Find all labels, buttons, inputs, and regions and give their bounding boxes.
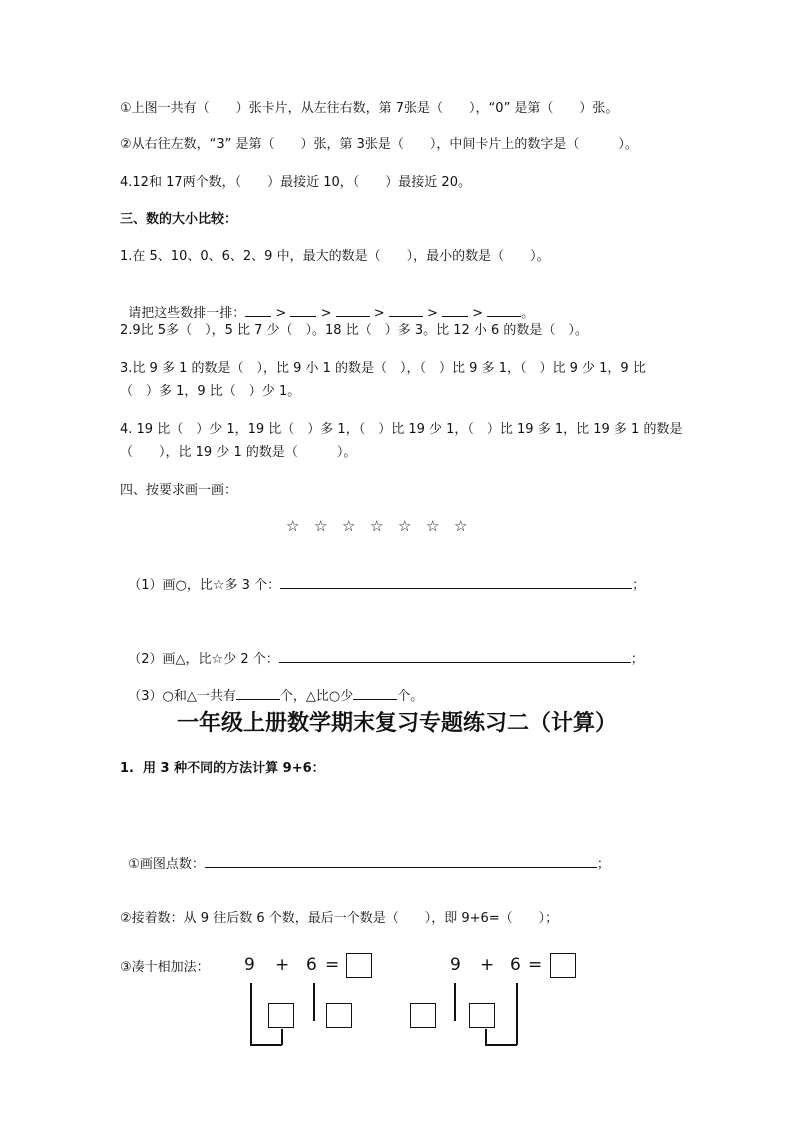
plus-sign: + — [480, 955, 495, 975]
answer-blank[interactable] — [487, 303, 521, 317]
greater-than: > — [426, 306, 438, 321]
connector-line — [454, 983, 456, 1021]
question-line-7: 3.比 9 多 1 的数是（ ），比 9 小 1 的数是（ ），（ ）比 9 多 1，（ ）比 9 少 1，9 比 — [120, 361, 646, 376]
question-line-4: 1.在 5、10、0、6、2、9 中，最大的数是（ ），最小的数是（ ）。 — [120, 249, 550, 264]
question-line-1: ①上图一共有（ ）张卡片，从左往右数，第 7张是（ ），“0” 是第（ ）张。 — [120, 101, 619, 116]
semicolon: ； — [596, 857, 610, 872]
period: 。 — [521, 306, 535, 321]
method-1-label: ①画图点数： — [128, 857, 205, 872]
answer-box[interactable] — [469, 1003, 495, 1028]
draw-task-3 — [120, 668, 423, 706]
draw-task-2 — [120, 631, 644, 669]
draw-task-1 — [120, 557, 645, 595]
question-line-3: 4.12和 17两个数，（ ）最接近 10，（ ）最接近 20。 — [120, 175, 471, 190]
answer-box[interactable] — [326, 1003, 352, 1028]
answer-box[interactable] — [410, 1003, 436, 1028]
star-icon: ☆ — [314, 517, 328, 535]
section-heading-4: 四、按要求画一画： — [120, 483, 238, 498]
star-row — [286, 517, 482, 535]
greater-than: > — [373, 306, 385, 321]
question-line-9: 4. 19 比（ ）少 1，19 比（ ）多 1，（ ）比 19 少 1，（ ）比 19 多 1，比 19 多 1 的数是 — [120, 422, 683, 437]
answer-blank[interactable] — [389, 303, 423, 317]
star-icon: ☆ — [454, 517, 468, 535]
connector-line — [485, 1029, 487, 1045]
calc-question-1: 1. 用 3 种不同的方法计算 9+6： — [120, 761, 325, 776]
connector-line — [250, 1044, 282, 1046]
answer-blank[interactable] — [353, 686, 397, 700]
method-2: ②接着数：从 9 往后数 6 个数，最后一个数是（ ），即 9+6=（ ）； — [120, 911, 559, 926]
question-line-6: 2.9比 5多（ ），5 比 7 少（ ）。18 比（ ）多 3。比 12 小 6 的数是（ ）。 — [120, 323, 588, 338]
connector-line — [313, 983, 315, 1021]
star-icon: ☆ — [426, 517, 440, 535]
answer-box[interactable] — [346, 953, 372, 978]
answer-blank[interactable] — [245, 303, 271, 317]
drawing-line[interactable] — [279, 649, 631, 663]
answer-blank[interactable] — [336, 303, 370, 317]
greater-than: > — [320, 306, 332, 321]
question-line-8: （ ）多 1，9 比（ ）少 1。 — [120, 384, 301, 399]
draw-task-3-label: （3）○和△一共有 — [128, 689, 236, 704]
star-icon: ☆ — [342, 517, 356, 535]
answer-blank[interactable] — [290, 303, 316, 317]
greater-than: > — [472, 306, 484, 321]
star-icon: ☆ — [286, 517, 300, 535]
drawing-line[interactable] — [280, 575, 632, 589]
draw-task-3-mid: 个，△比○少 — [279, 689, 354, 704]
question-line-10: （ ），比 19 少 1 的数是（ ）。 — [120, 445, 357, 460]
equals-sign: = — [528, 955, 543, 975]
plus-sign: + — [275, 955, 290, 975]
equation-1-a: 9 — [244, 955, 255, 975]
answer-blank[interactable] — [236, 686, 280, 700]
answer-box[interactable] — [550, 953, 576, 978]
equation-1-b: 6 — [306, 955, 317, 975]
sort-label: 请把这些数排一排： — [128, 306, 246, 321]
answer-box[interactable] — [268, 1003, 294, 1028]
semicolon: ； — [630, 652, 644, 667]
page-title: 一年级上册数学期末复习专题练习二（计算） — [176, 711, 617, 736]
draw-task-3-end: 个。 — [397, 689, 424, 704]
equation-2-a: 9 — [450, 955, 461, 975]
question-line-2: ②从右往左数，“3” 是第（ ）张，第 3张是（ ），中间卡片上的数字是（ ）。 — [120, 137, 638, 152]
section-heading-3: 三、数的大小比较： — [120, 212, 238, 227]
connector-line — [516, 983, 518, 1045]
draw-task-1-label: （1）画○，比☆多 3 个： — [128, 578, 281, 593]
connector-line — [250, 983, 252, 1045]
sort-line — [120, 285, 534, 323]
equals-sign: = — [325, 955, 340, 975]
star-icon: ☆ — [398, 517, 412, 535]
method-3-label: ③凑十相加法： — [120, 960, 210, 975]
star-icon: ☆ — [370, 517, 384, 535]
connector-line — [485, 1044, 517, 1046]
semicolon: ； — [632, 578, 646, 593]
greater-than: > — [275, 306, 287, 321]
drawing-line[interactable] — [205, 854, 597, 868]
answer-blank[interactable] — [442, 303, 468, 317]
draw-task-2-label: （2）画△，比☆少 2 个： — [128, 652, 279, 667]
equation-2-b: 6 — [510, 955, 521, 975]
connector-line — [281, 1029, 283, 1045]
method-1 — [120, 836, 610, 874]
